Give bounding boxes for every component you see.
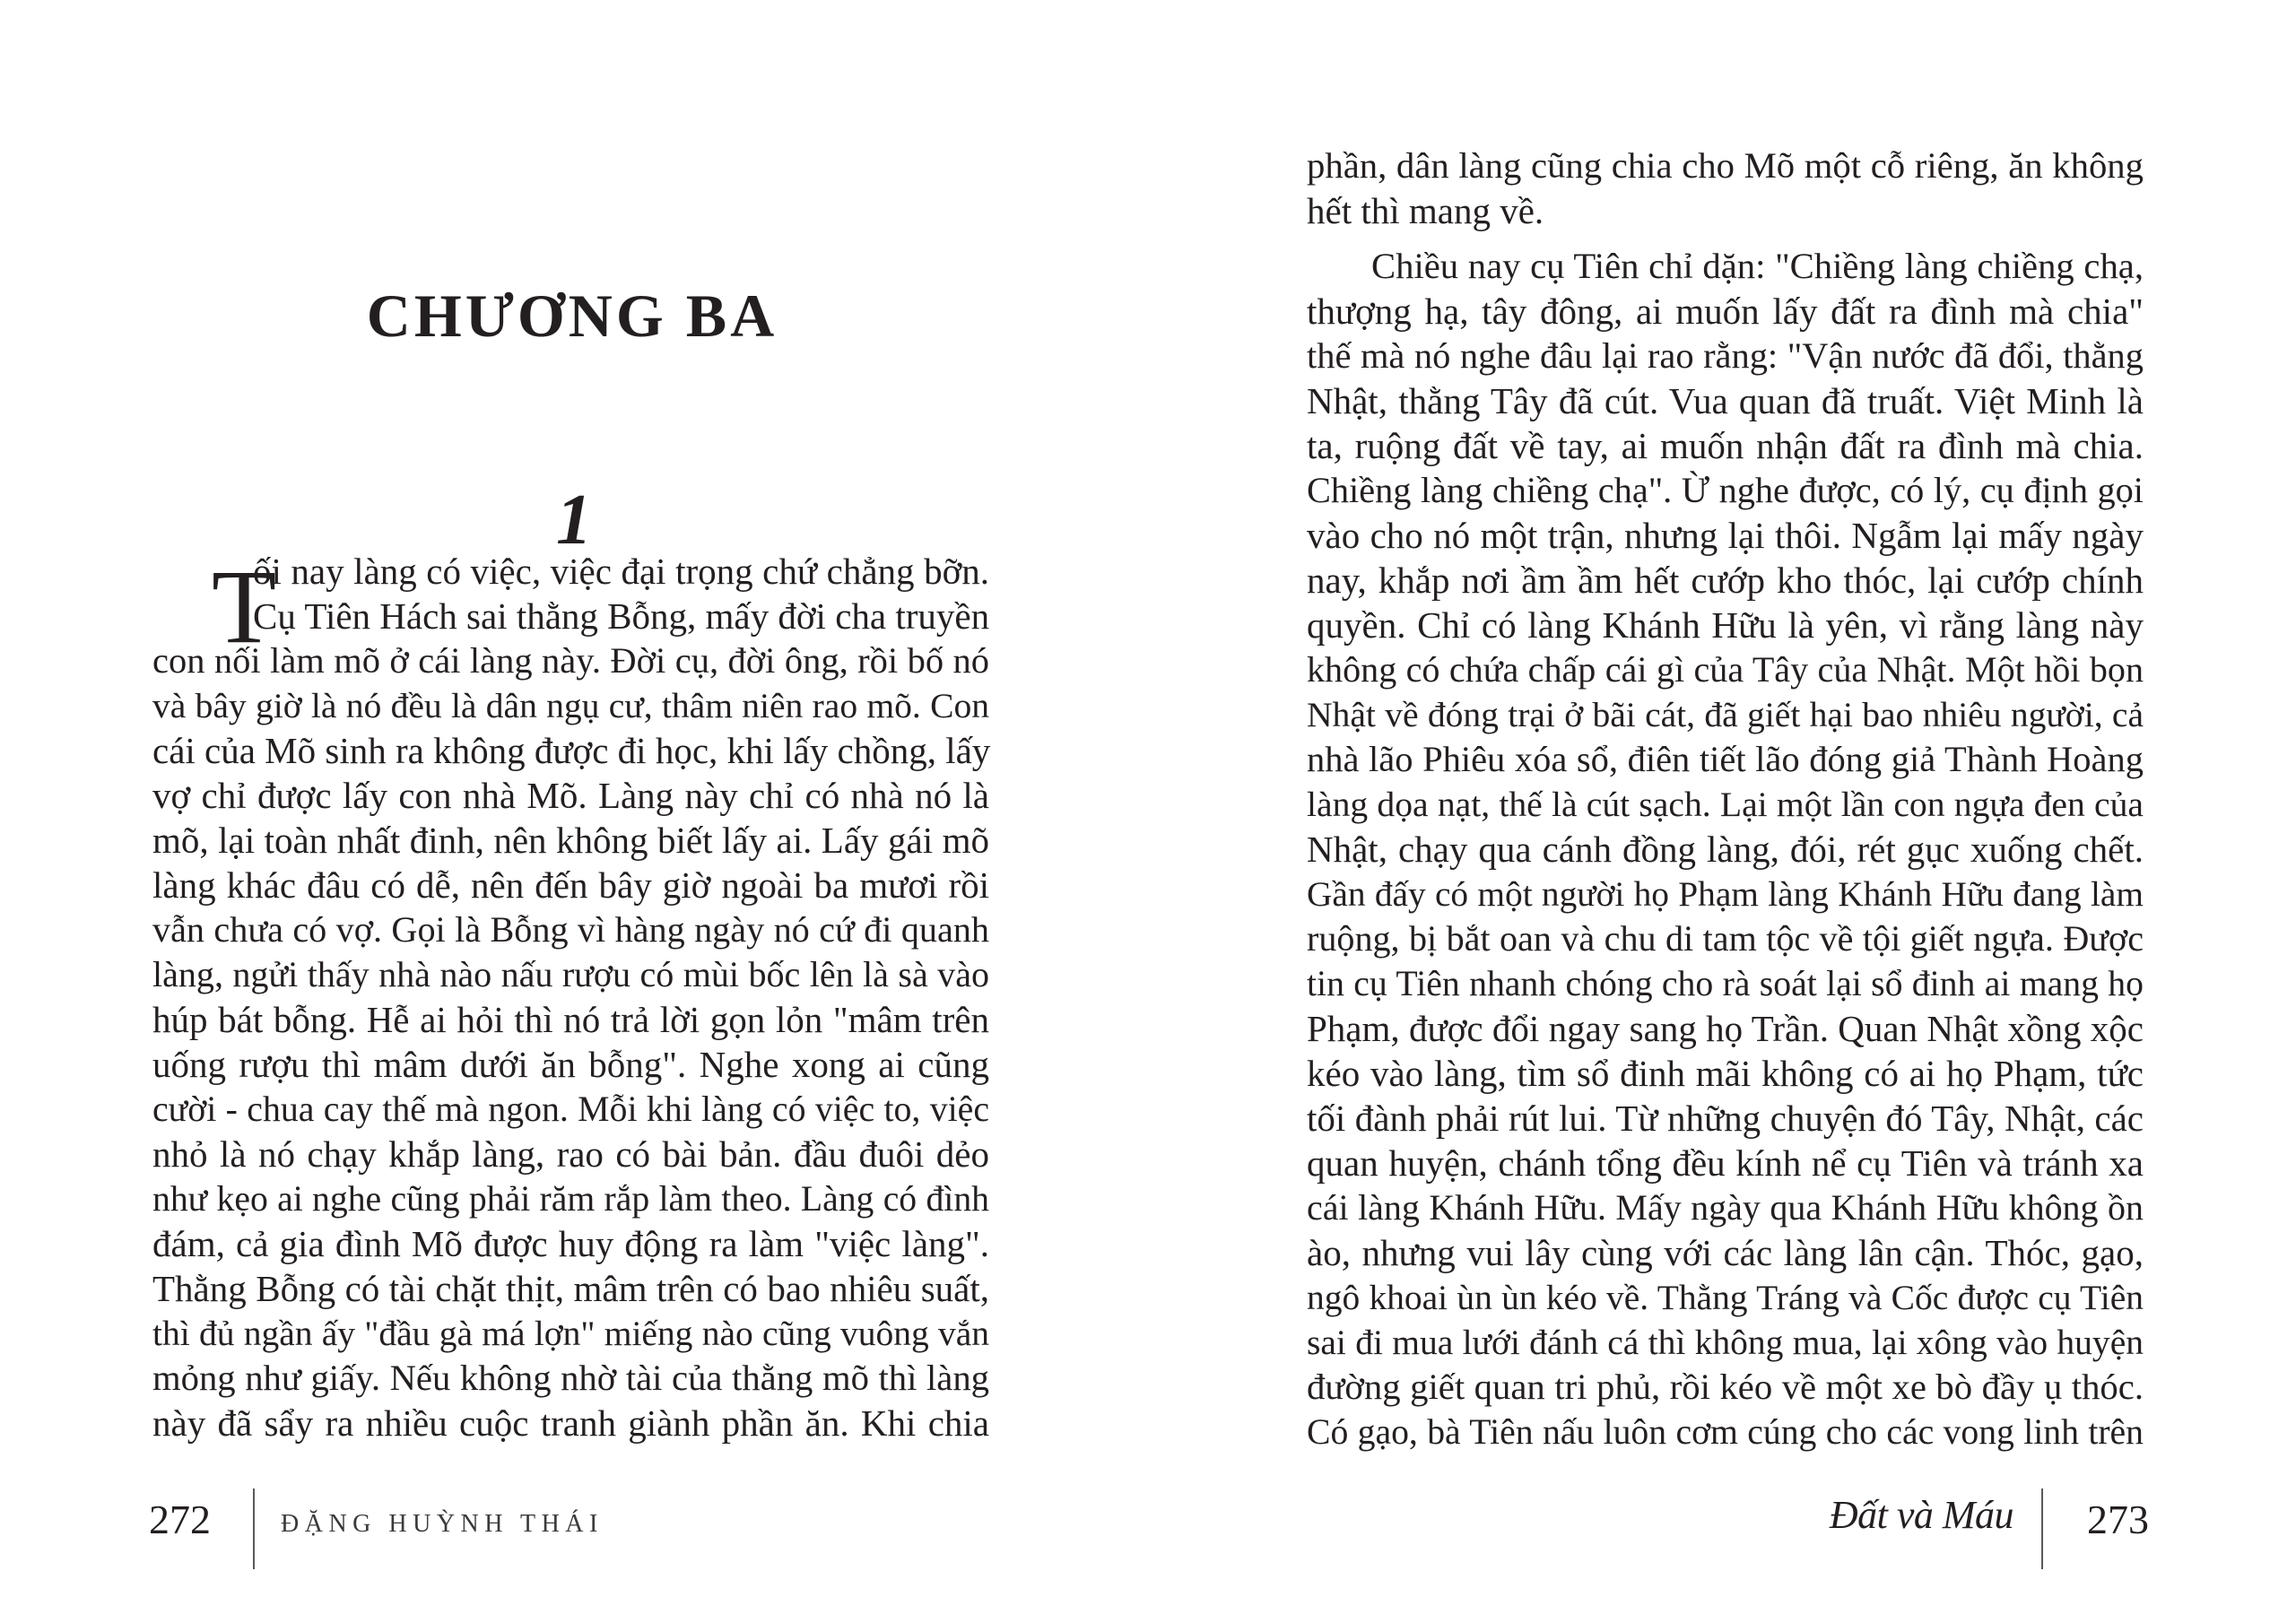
text-line: ối nay làng có việc, việc đại trọng chứ chẳng bỡn.	[253, 551, 989, 592]
text-line: Phạm, được đổi ngay sang họ Trần. Quan Nhật xồng xộc	[1307, 1008, 2144, 1049]
text-line: Nhật, thằng Tây đã cút. Vua quan đã truất. Việt Minh là	[1307, 380, 2144, 421]
text-line: Chiềng làng chiềng chạ". Ừ nghe được, có lý, cụ định gọi	[1307, 470, 2144, 510]
text-line: cái của Mõ sinh ra không được đi học, khi lấy chồng, lấy	[152, 730, 991, 771]
text-line: này đã sẩy ra nhiều cuộc tranh giành phần ăn. Khi chia	[152, 1402, 989, 1444]
text-line: và bây giờ là nó đều là dân ngụ cư, thâm niên rao mõ. Con	[152, 686, 989, 725]
page-number-right: 273	[2087, 1497, 2149, 1542]
running-head-book-title: Đất và Máu	[1829, 1493, 2013, 1537]
text-line: Thằng Bỗng có tài chặt thịt, mâm trên có bao nhiêu suất,	[152, 1268, 989, 1309]
text-line: húp bát bỗng. Hễ ai hỏi thì nó trả lời gọn lỏn "mâm trên	[152, 999, 989, 1040]
text-line: cười - chua cay thế mà ngon. Mỗi khi làng có việc to, việc	[152, 1089, 989, 1129]
text-line: Có gạo, bà Tiên nấu luôn cơm cúng cho các vong linh trên	[1307, 1412, 2144, 1452]
right-text-column	[1307, 143, 2144, 1454]
text-line: nhỏ là nó chạy khắp làng, rao có bài bản. đầu đuôi dẻo	[152, 1133, 989, 1175]
chapter-title: CHƯƠNG BA	[366, 282, 778, 350]
text-line: ngô khoai ùn ùn kéo về. Thằng Tráng và Cốc được cụ Tiên	[1307, 1278, 2144, 1317]
left-text-column	[152, 549, 989, 1445]
text-line: Cụ Tiên Hách sai thằng Bỗng, mấy đời cha truyền	[253, 595, 990, 637]
text-line: ta, ruộng đất về tay, ai muốn nhận đất ra đình mà chia.	[1307, 425, 2144, 466]
text-line: làng dọa nạt, thế là cút sạch. Lại một lần con ngựa đen của	[1307, 785, 2144, 824]
text-line: nay, khắp nơi ầm ầm hết cướp kho thóc, lại cướp chính	[1307, 560, 2144, 601]
text-line: tin cụ Tiên nhanh chóng cho rà soát lại sổ đinh ai mang họ	[1307, 964, 2144, 1003]
text-line: phần, dân làng cũng chia cho Mõ một cỗ riêng, ăn không	[1307, 145, 2144, 186]
text-line: đám, cả gia đình Mõ được huy động ra làm "việc làng".	[152, 1223, 989, 1264]
text-line: như kẹo ai nghe cũng phải răm rắp làm theo. Làng có đình	[152, 1179, 989, 1219]
footer-divider-left	[253, 1488, 255, 1569]
text-line: Nhật về đóng trại ở bãi cát, đã giết hại bao nhiêu người, cả	[1307, 695, 2144, 734]
text-line: tối đành phải rút lui. Từ những chuyện đó Tây, Nhật, các	[1307, 1098, 2144, 1139]
text-line: thượng hạ, tây đông, ai muốn lấy đất ra đình mà chia"	[1307, 291, 2144, 332]
text-line: hết thì mang về.	[1307, 190, 1544, 231]
text-line: thế mà nó nghe đâu lại rao rằng: "Vận nước đã đổi, thằng	[1307, 335, 2144, 376]
footer-divider-right	[2041, 1488, 2043, 1569]
text-line: uống rượu thì mâm dưới ăn bỗng". Nghe xong ai cũng	[152, 1044, 989, 1085]
right-page	[1148, 0, 2296, 1623]
text-line: quan huyện, chánh tổng đều kính nể cụ Tiên và tránh xa	[1307, 1142, 2144, 1184]
text-line: thì đủ ngần ấy "đầu gà má lợn" miếng nào cũng vuông vắn	[152, 1314, 989, 1353]
text-line: vợ chỉ được lấy con nhà Mõ. Làng này chỉ có nhà nó là	[152, 775, 989, 816]
text-line: Chiều nay cụ Tiên chỉ dặn: "Chiềng làng chiềng chạ,	[1371, 246, 2144, 286]
text-line: không có chứa chấp cái gì của Tây của Nhật. Một hồi bọn	[1307, 649, 2144, 690]
text-line: vào cho nó một trận, nhưng lại thôi. Ngẫm lại mấy ngày	[1307, 515, 2144, 556]
text-line: mõ, lại toàn nhất đinh, nên không biết lấy ai. Lấy gái mõ	[152, 820, 989, 861]
text-line: cái làng Khánh Hữu. Mấy ngày qua Khánh Hữu không ồn	[1307, 1187, 2144, 1228]
text-line: kéo vào làng, tìm sổ đinh mãi không có ai họ Phạm, tức	[1307, 1053, 2144, 1094]
running-head-author: ĐẶNG HUỲNH THÁI	[281, 1510, 604, 1538]
text-line: ào, nhưng vui lây cùng với các làng lân cận. Thóc, gạo,	[1307, 1232, 2144, 1273]
text-line: làng khác đâu có dễ, nên đến bây giờ ngoài ba mươi rồi	[152, 864, 989, 906]
text-line: đường giết quan tri phủ, rồi kéo về một xe bò đầy ụ thóc.	[1307, 1367, 2144, 1407]
section-number: 1	[556, 481, 592, 560]
text-line: con nối làm mõ ở cái làng này. Đời cụ, đời ông, rồi bố nó	[152, 640, 989, 681]
text-line: quyền. Chỉ có làng Khánh Hữu là yên, vì rằng làng này	[1307, 604, 2144, 646]
text-line: mỏng như giấy. Nếu không nhờ tài của thằng mõ thì làng	[152, 1358, 989, 1398]
text-line: sai đi mua lưới đánh cá thì không mua, lại xông vào huyện	[1307, 1323, 2144, 1362]
page-number-left: 272	[149, 1497, 211, 1542]
text-line: Gần đấy có một người họ Phạm làng Khánh Hữu đang làm	[1307, 874, 2144, 914]
text-line: nhà lão Phiêu xóa sổ, điên tiết lão đóng giả Thành Hoàng	[1307, 739, 2144, 779]
text-line: Nhật, chạy qua cánh đồng làng, đói, rét gục xuống chết.	[1307, 829, 2144, 870]
drop-cap: T	[212, 548, 277, 665]
text-line: làng, ngửi thấy nhà nào nấu rượu có mùi bốc lên là sà vào	[152, 954, 989, 994]
text-line: ruộng, bị bắt oan và chu di tam tộc về tội giết ngựa. Được	[1307, 918, 2144, 959]
text-line: vẫn chưa có vợ. Gọi là Bỗng vì hàng ngày nó cứ đi quanh	[152, 909, 989, 950]
